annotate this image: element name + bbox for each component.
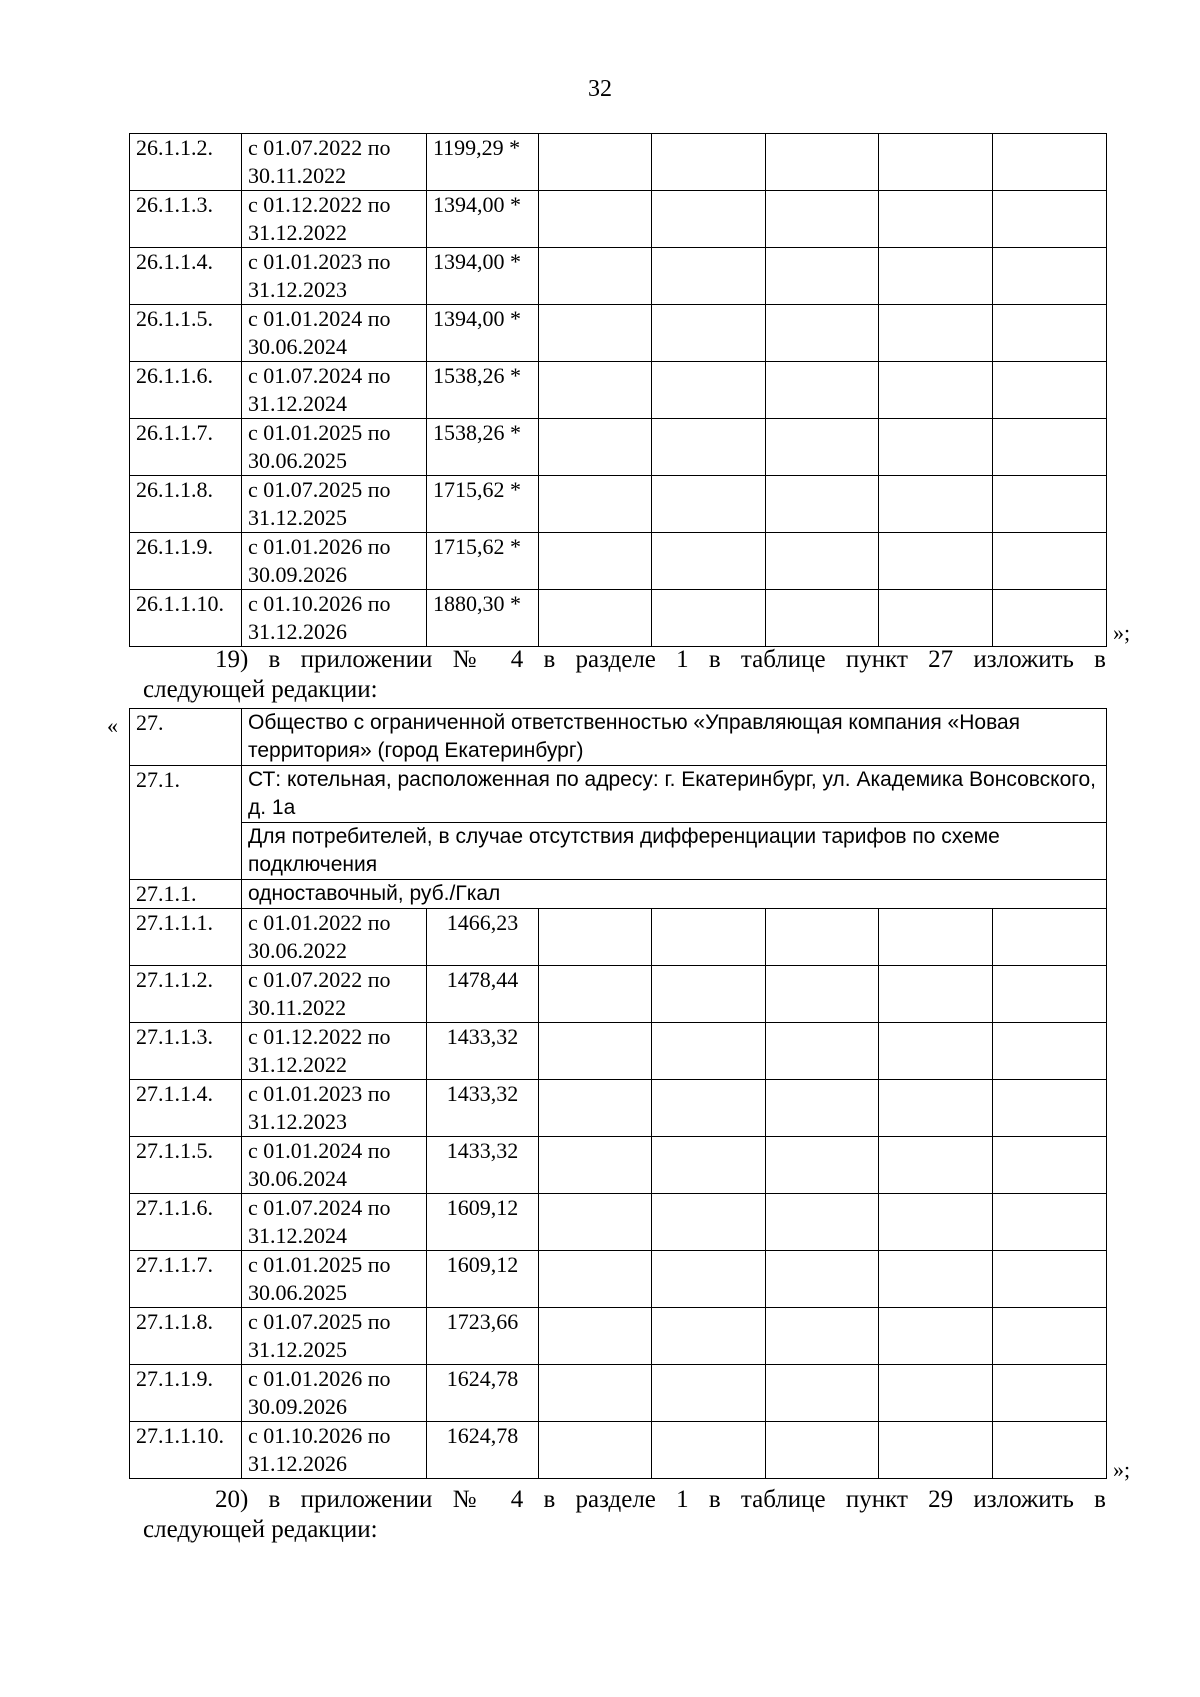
- row-period: с 01.01.2023 по 31.12.2023: [242, 1080, 427, 1137]
- table-row: [130, 134, 1107, 191]
- row-period: с 01.07.2024 по 31.12.2024: [242, 1194, 427, 1251]
- empty-cell: [539, 533, 652, 590]
- empty-cell: [879, 1251, 993, 1308]
- tariff-table-26: [129, 133, 1107, 647]
- empty-cell: [766, 909, 879, 966]
- row-value: 1538,26 *: [427, 362, 539, 419]
- empty-cell: [993, 533, 1107, 590]
- empty-cell: [879, 1080, 993, 1137]
- empty-cell: [879, 1308, 993, 1365]
- empty-cell: [652, 476, 766, 533]
- empty-cell: [879, 966, 993, 1023]
- row-number: 26.1.1.8.: [130, 476, 242, 533]
- opening-quote: «: [107, 713, 118, 738]
- empty-cell: [652, 1023, 766, 1080]
- empty-cell: [879, 191, 993, 248]
- row-value: 1394,00 *: [427, 191, 539, 248]
- empty-cell: [539, 1251, 652, 1308]
- empty-cell: [539, 1194, 652, 1251]
- empty-cell: [993, 305, 1107, 362]
- row-value: 1394,00 *: [427, 248, 539, 305]
- table-row: [130, 966, 1107, 1023]
- empty-cell: [652, 305, 766, 362]
- empty-cell: [539, 1080, 652, 1137]
- empty-cell: [539, 1023, 652, 1080]
- empty-cell: [652, 419, 766, 476]
- empty-cell: [539, 590, 652, 647]
- table-row: [130, 1251, 1107, 1308]
- row-number: 27.1.1.9.: [130, 1365, 242, 1422]
- row-period: с 01.01.2024 по 30.06.2024: [242, 1137, 427, 1194]
- empty-cell: [993, 476, 1107, 533]
- row-value: 1609,12: [427, 1194, 539, 1251]
- empty-cell: [652, 1251, 766, 1308]
- table-row: [130, 1365, 1107, 1422]
- empty-cell: [539, 966, 652, 1023]
- empty-cell: [539, 362, 652, 419]
- row-number: 26.1.1.4.: [130, 248, 242, 305]
- empty-cell: [539, 419, 652, 476]
- row-period: с 01.01.2026 по 30.09.2026: [242, 1365, 427, 1422]
- row-value: 1538,26 *: [427, 419, 539, 476]
- empty-cell: [652, 1422, 766, 1479]
- table-row: [130, 533, 1107, 590]
- empty-cell: [993, 1194, 1107, 1251]
- empty-cell: [766, 1251, 879, 1308]
- empty-cell: [879, 476, 993, 533]
- paragraph-line: 19) в приложении № 4 в разделе 1 в таблице пункт 27 изложить в: [215, 646, 1106, 673]
- paragraph-line: 20) в приложении № 4 в разделе 1 в таблице пункт 29 изложить в: [215, 1486, 1106, 1513]
- empty-cell: [766, 1308, 879, 1365]
- empty-cell: [879, 533, 993, 590]
- page-number: 32: [588, 76, 612, 102]
- row-value: 1466,23: [427, 909, 539, 966]
- row-number: 27.1.1.1.: [130, 909, 242, 966]
- row-value: 1880,30 *: [427, 590, 539, 647]
- heat-source: СТ: котельная, расположенная по адресу: г. Екатеринбург, ул. Академика Вонсовского, д. 1а: [242, 766, 1107, 823]
- empty-cell: [766, 419, 879, 476]
- empty-cell: [879, 909, 993, 966]
- empty-cell: [766, 1080, 879, 1137]
- empty-cell: [993, 1080, 1107, 1137]
- tariff-type: одноставочный, руб./Гкал: [242, 880, 1107, 909]
- empty-cell: [539, 1422, 652, 1479]
- table-row: [130, 909, 1107, 966]
- empty-cell: [879, 590, 993, 647]
- table-row: [130, 305, 1107, 362]
- empty-cell: [652, 248, 766, 305]
- row-value: 1609,12: [427, 1251, 539, 1308]
- empty-cell: [879, 305, 993, 362]
- empty-cell: [652, 590, 766, 647]
- empty-cell: [766, 362, 879, 419]
- row-number: 26.1.1.6.: [130, 362, 242, 419]
- empty-cell: [766, 191, 879, 248]
- row-period: с 01.10.2026 по 31.12.2026: [242, 1422, 427, 1479]
- table-row: [130, 1194, 1107, 1251]
- empty-cell: [993, 419, 1107, 476]
- item-number: 27.: [130, 709, 242, 766]
- empty-cell: [879, 134, 993, 191]
- empty-cell: [766, 476, 879, 533]
- empty-cell: [993, 1308, 1107, 1365]
- row-period: с 01.01.2025 по 30.06.2025: [242, 419, 427, 476]
- row-period: с 01.12.2022 по 31.12.2022: [242, 1023, 427, 1080]
- empty-cell: [539, 476, 652, 533]
- row-period: с 01.01.2024 по 30.06.2024: [242, 305, 427, 362]
- empty-cell: [766, 1365, 879, 1422]
- closing-quote: »;: [1113, 1457, 1131, 1482]
- item-number: 27.1.1.: [130, 880, 242, 909]
- empty-cell: [879, 1137, 993, 1194]
- row-period: с 01.07.2022 по 30.11.2022: [242, 966, 427, 1023]
- row-number: 26.1.1.10.: [130, 590, 242, 647]
- empty-cell: [879, 1194, 993, 1251]
- row-period: с 01.01.2023 по 31.12.2023: [242, 248, 427, 305]
- empty-cell: [539, 191, 652, 248]
- row-number: 26.1.1.3.: [130, 191, 242, 248]
- row-value: 1433,32: [427, 1080, 539, 1137]
- empty-cell: [539, 1308, 652, 1365]
- empty-cell: [993, 1251, 1107, 1308]
- row-number: 27.1.1.6.: [130, 1194, 242, 1251]
- row-number: 27.1.1.10.: [130, 1422, 242, 1479]
- empty-cell: [766, 305, 879, 362]
- empty-cell: [766, 1422, 879, 1479]
- empty-cell: [652, 1308, 766, 1365]
- row-number: 27.1.1.2.: [130, 966, 242, 1023]
- row-number: 26.1.1.5.: [130, 305, 242, 362]
- table-row: [130, 1023, 1107, 1080]
- row-value: 1433,32: [427, 1137, 539, 1194]
- row-period: с 01.07.2022 по 30.11.2022: [242, 134, 427, 191]
- empty-cell: [993, 1422, 1107, 1479]
- empty-cell: [766, 590, 879, 647]
- table-row: [130, 1308, 1107, 1365]
- empty-cell: [993, 362, 1107, 419]
- empty-cell: [766, 533, 879, 590]
- empty-cell: [539, 248, 652, 305]
- row-value: 1478,44: [427, 966, 539, 1023]
- row-number: 26.1.1.7.: [130, 419, 242, 476]
- empty-cell: [539, 1137, 652, 1194]
- item-number: 27.1.: [130, 766, 242, 880]
- row-number: 26.1.1.2.: [130, 134, 242, 191]
- empty-cell: [652, 1080, 766, 1137]
- empty-cell: [993, 966, 1107, 1023]
- row-period: с 01.01.2025 по 30.06.2025: [242, 1251, 427, 1308]
- empty-cell: [766, 1023, 879, 1080]
- row-value: 1715,62 *: [427, 476, 539, 533]
- row-number: 27.1.1.4.: [130, 1080, 242, 1137]
- empty-cell: [993, 134, 1107, 191]
- empty-cell: [766, 134, 879, 191]
- row-number: 27.1.1.7.: [130, 1251, 242, 1308]
- row-period: с 01.10.2026 по 31.12.2026: [242, 590, 427, 647]
- empty-cell: [652, 1365, 766, 1422]
- row-period: с 01.07.2025 по 31.12.2025: [242, 476, 427, 533]
- empty-cell: [539, 909, 652, 966]
- row-value: 1433,32: [427, 1023, 539, 1080]
- row-number: 27.1.1.5.: [130, 1137, 242, 1194]
- table-row: [130, 1080, 1107, 1137]
- row-value: 1624,78: [427, 1422, 539, 1479]
- empty-cell: [766, 966, 879, 1023]
- empty-cell: [879, 248, 993, 305]
- row-value: 1624,78: [427, 1365, 539, 1422]
- paragraph-line: следующей редакции:: [143, 1516, 378, 1543]
- empty-cell: [993, 909, 1107, 966]
- table-row: [130, 419, 1107, 476]
- empty-cell: [652, 362, 766, 419]
- empty-cell: [993, 1023, 1107, 1080]
- table-row: [130, 1422, 1107, 1479]
- row-value: 1723,66: [427, 1308, 539, 1365]
- empty-cell: [652, 533, 766, 590]
- row-value: 1394,00 *: [427, 305, 539, 362]
- row-number: 26.1.1.9.: [130, 533, 242, 590]
- empty-cell: [993, 1365, 1107, 1422]
- empty-cell: [993, 191, 1107, 248]
- row-value: 1715,62 *: [427, 533, 539, 590]
- row-period: с 01.01.2026 по 30.09.2026: [242, 533, 427, 590]
- paragraph-19: [143, 645, 1106, 705]
- table-row: [130, 1137, 1107, 1194]
- row-period: с 01.07.2025 по 31.12.2025: [242, 1308, 427, 1365]
- paragraph-line: следующей редакции:: [143, 676, 378, 703]
- empty-cell: [993, 1137, 1107, 1194]
- empty-cell: [879, 419, 993, 476]
- empty-cell: [652, 1194, 766, 1251]
- empty-cell: [766, 1194, 879, 1251]
- empty-cell: [539, 1365, 652, 1422]
- empty-cell: [879, 1023, 993, 1080]
- row-number: 27.1.1.8.: [130, 1308, 242, 1365]
- empty-cell: [766, 1137, 879, 1194]
- empty-cell: [539, 134, 652, 191]
- empty-cell: [766, 248, 879, 305]
- empty-cell: [652, 909, 766, 966]
- table-row: [130, 191, 1107, 248]
- paragraph-20: [143, 1485, 1106, 1545]
- table-row: [130, 476, 1107, 533]
- empty-cell: [993, 590, 1107, 647]
- empty-cell: [539, 305, 652, 362]
- organization-name: Общество с ограниченной ответственностью «Управляющая компания «Новая территория» (город Екатеринбург): [242, 709, 1107, 766]
- row-period: с 01.01.2022 по 30.06.2022: [242, 909, 427, 966]
- row-period: с 01.12.2022 по 31.12.2022: [242, 191, 427, 248]
- empty-cell: [652, 134, 766, 191]
- empty-cell: [652, 191, 766, 248]
- table-row: [130, 362, 1107, 419]
- row-value: 1199,29 *: [427, 134, 539, 191]
- empty-cell: [652, 1137, 766, 1194]
- empty-cell: [879, 1422, 993, 1479]
- row-period: с 01.07.2024 по 31.12.2024: [242, 362, 427, 419]
- empty-cell: [993, 248, 1107, 305]
- empty-cell: [879, 1365, 993, 1422]
- closing-quote: »;: [1113, 620, 1131, 645]
- consumer-group: Для потребителей, в случае отсутствия дифференциации тарифов по схеме подключения: [242, 823, 1107, 880]
- tariff-table-27: [129, 708, 1107, 1479]
- empty-cell: [652, 966, 766, 1023]
- empty-cell: [879, 362, 993, 419]
- row-number: 27.1.1.3.: [130, 1023, 242, 1080]
- table-row: [130, 590, 1107, 647]
- table-row: [130, 248, 1107, 305]
